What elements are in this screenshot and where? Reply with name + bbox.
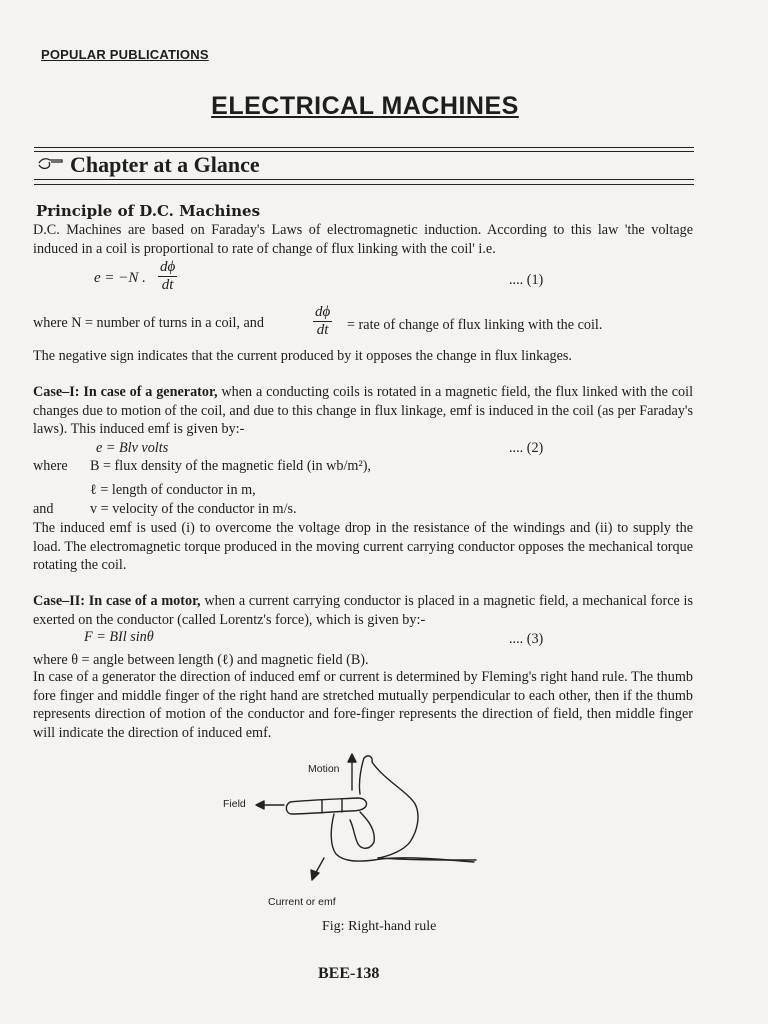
publisher-header: POPULAR PUBLICATIONS (41, 47, 209, 62)
field-label: Field (223, 798, 246, 810)
equation-3: F = BIl sinθ (84, 629, 154, 645)
b-definition: B = flux density of the magnetic field (in wb/m²), (90, 458, 371, 474)
case-2-label: Case–II: In case of a motor, (33, 593, 201, 609)
where-label: where (33, 458, 68, 474)
where-numerator: dϕ (315, 304, 331, 320)
page-title: ELECTRICAL MACHINES (211, 92, 519, 120)
theta-definition: where θ = angle between length (ℓ) and magnetic field (B). (33, 652, 369, 668)
section-heading: Principle of D.C. Machines (36, 202, 261, 220)
emf-usage-paragraph: The induced emf is used (i) to overcome the voltage drop in the resistance of the windings and (ii) to supply the load. The electromagnetic torque produced in the moving current carrying conductor opposes the mechanical torque rotating the coil. (33, 520, 693, 574)
chapter-title: Chapter at a Glance (70, 152, 260, 177)
l-definition: ℓ = length of conductor in m, (90, 482, 256, 498)
negative-sign-note: The negative sign indicates that the current produced by it opposes the change in flux linkages. (33, 348, 572, 364)
equation-1-numerator: dϕ (160, 259, 176, 275)
page-number: BEE-138 (318, 965, 380, 982)
equation-1-denominator: dt (161, 277, 174, 293)
where-fraction (313, 304, 332, 339)
where-denominator: dt (316, 322, 329, 338)
v-definition: v = velocity of the conductor in m/s. (90, 501, 297, 517)
equation-2: e = Blv volts (96, 440, 169, 456)
intro-paragraph: D.C. Machines are based on Faraday's Laws of electromagnetic induction. According to this law 'the voltage induced in a coil is proportional to rate of change of flux linking with the coil' i.e. (33, 222, 693, 257)
case-1-text: when a conducting coils is rotated in a magnetic field, the flux linked with the coil changes due to motion of the coil, and due to this change in flux linkage, emf is induced in the coil (as per Faraday's laws). This induced emf is given by:- (33, 384, 694, 438)
equation-2-number: .... (2) (509, 440, 544, 456)
chapter-rule-thin (34, 184, 694, 185)
equation-3-number: .... (3) (509, 631, 544, 647)
pointing-hand-icon (38, 156, 66, 175)
figure-caption: Fig: Right-hand rule (322, 919, 437, 934)
chapter-banner (38, 152, 260, 178)
current-label: Current or emf (268, 896, 336, 908)
case-2-paragraph (33, 592, 693, 629)
and-label: and (33, 501, 54, 517)
case-1-paragraph (33, 383, 693, 439)
equation-1-lhs: e = −N . (94, 270, 146, 286)
right-hand-rule-figure (218, 750, 488, 920)
top-rule (34, 147, 694, 148)
case-2-text: when a current carrying conductor is placed in a magnetic field, a mechanical force is exerted on the conductor (called Lorentz's force), which is given by:- (33, 593, 694, 628)
rate-definition: = rate of change of flux linking with the coil. (347, 317, 603, 333)
equation-1-number: .... (1) (509, 272, 544, 288)
equation-1-fraction (158, 259, 177, 294)
fleming-paragraph: In case of a generator the direction of induced emf or current is determined by Fleming's right hand rule. The thumb fore finger and middle finger of the right hand are stretched mutually perpendicular to each other, then if the thumb represents direction of motion of the conductor and fore-finger represents the direction of field, then middle finger will indicate the direction of induced emf. (33, 669, 693, 741)
right-hand-drawing (218, 750, 488, 900)
motion-label: Motion (308, 763, 340, 775)
case-1-label: Case–I: In case of a generator, (33, 384, 218, 400)
chapter-rule (34, 179, 694, 180)
where-n-definition: where N = number of turns in a coil, and (33, 315, 264, 331)
